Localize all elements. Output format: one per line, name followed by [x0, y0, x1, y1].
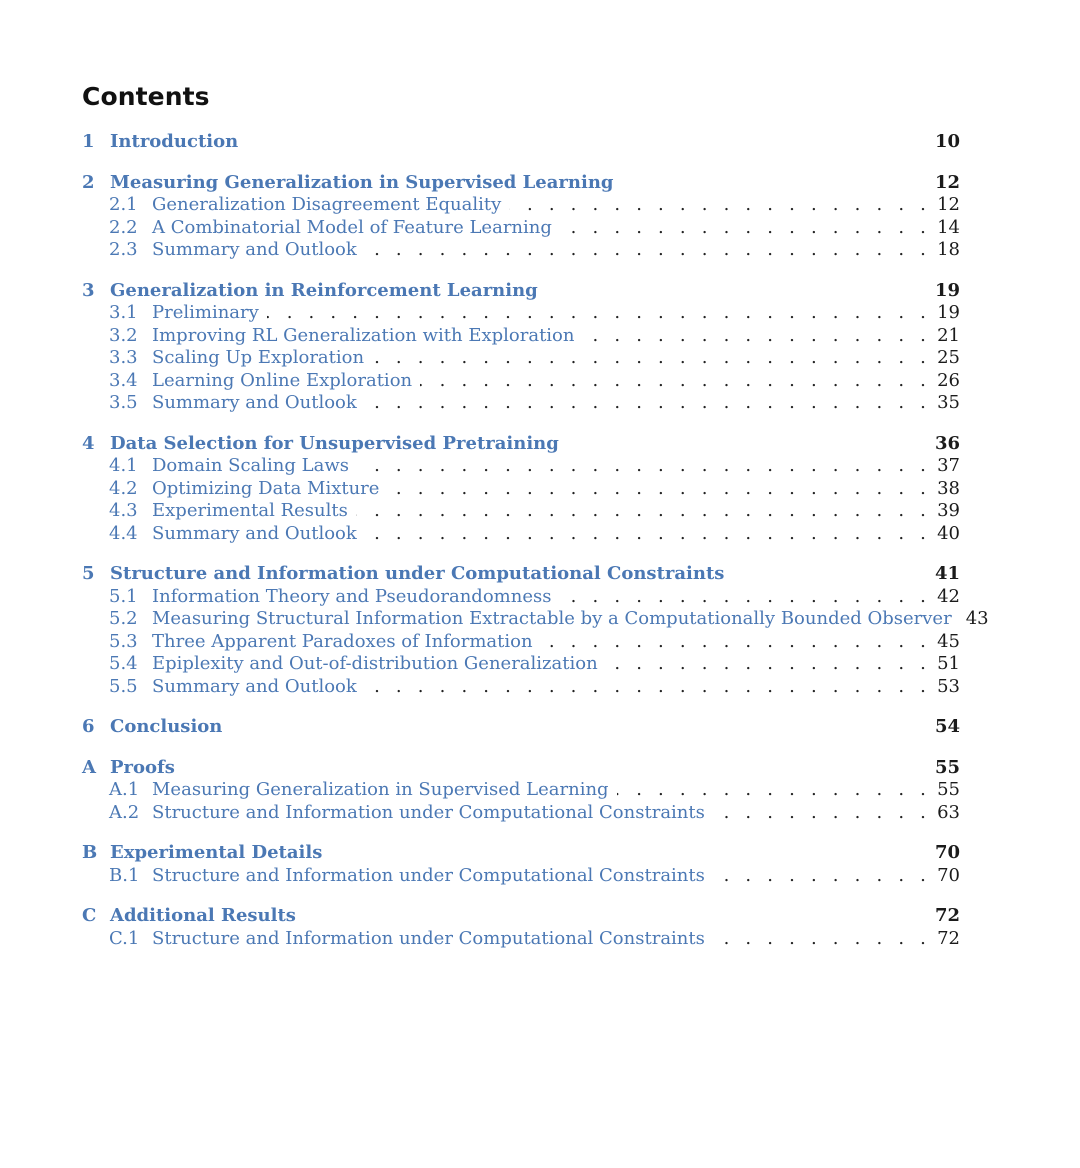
section-number: 5.1	[109, 585, 138, 607]
section-page-number: 38	[937, 477, 960, 499]
section-number: 3.3	[109, 347, 138, 368]
section-title: Structure and Information under Computational Constraints	[152, 864, 705, 886]
section-number: 3.1	[109, 302, 138, 323]
section-number: A.2	[109, 801, 140, 823]
dot-leader	[617, 779, 932, 802]
section-list	[82, 779, 960, 824]
toc-chapter	[82, 433, 960, 546]
toc-section-entry[interactable]	[82, 194, 960, 217]
section-title: Structure and Information under Computational Constraints	[152, 801, 705, 823]
section-page-number: 19	[937, 302, 960, 323]
toc-section-entry[interactable]	[82, 928, 960, 951]
section-page-number: 21	[937, 324, 960, 346]
section-number: 2.2	[109, 216, 138, 238]
section-number: 5.4	[109, 653, 138, 674]
toc-chapter-entry[interactable]	[82, 172, 960, 195]
toc-chapter-entry[interactable]	[82, 757, 960, 780]
dot-leader	[365, 392, 931, 415]
chapter-title: Proofs	[110, 756, 175, 778]
section-title: Summary and Outlook	[152, 392, 357, 413]
toc-chapter-entry[interactable]	[82, 433, 960, 456]
section-title: Scaling Up Exploration	[152, 347, 365, 368]
section-title: Summary and Outlook	[152, 239, 357, 260]
toc-chapter	[82, 172, 960, 262]
chapter-page-number: 54	[934, 716, 960, 737]
dot-leader	[267, 302, 931, 325]
section-number: 4.1	[109, 455, 138, 476]
toc-chapter	[82, 280, 960, 415]
chapter-number: 4	[82, 432, 95, 454]
toc-chapter-entry[interactable]	[82, 563, 960, 586]
dot-leader	[356, 500, 931, 523]
toc-chapter	[82, 905, 960, 950]
section-page-number: 51	[937, 653, 960, 674]
section-page-number: 42	[937, 585, 960, 607]
dot-leader	[365, 676, 931, 699]
section-page-number: 35	[937, 392, 960, 413]
section-title: Information Theory and Pseudorandomness	[152, 585, 552, 607]
section-title: Improving RL Generalization with Exploration	[152, 324, 575, 346]
dot-leader	[509, 194, 931, 217]
section-page-number: 43	[965, 608, 989, 629]
section-page-number: 39	[937, 500, 960, 521]
section-list	[82, 302, 960, 415]
chapter-page-number: 10	[934, 131, 960, 152]
chapter-title: Structure and Information under Computational Constraints	[110, 563, 725, 584]
toc-chapter	[82, 757, 960, 825]
section-list	[82, 865, 960, 888]
toc-chapter-entry[interactable]	[82, 280, 960, 303]
section-page-number: 25	[937, 347, 960, 368]
chapter-number: 1	[82, 131, 95, 152]
section-page-number: 45	[937, 630, 960, 652]
dot-leader	[420, 370, 931, 393]
chapter-number: B	[82, 842, 98, 863]
chapter-page-number: 19	[934, 279, 960, 301]
toc-chapter	[82, 716, 960, 739]
section-list	[82, 585, 989, 699]
toc-chapter-entry[interactable]	[82, 716, 960, 739]
dot-leader	[559, 586, 931, 609]
toc-section-entry[interactable]	[82, 500, 960, 523]
dot-leader	[365, 239, 931, 262]
toc-chapter	[82, 131, 960, 154]
toc-section-entry[interactable]	[82, 523, 960, 546]
toc-section-entry[interactable]	[82, 608, 989, 631]
toc-section-entry[interactable]	[82, 865, 960, 888]
chapter-page-number: 41	[934, 563, 960, 584]
toc-section-entry[interactable]	[82, 478, 960, 501]
section-title: Experimental Results	[152, 500, 348, 521]
toc-section-entry[interactable]	[82, 653, 960, 676]
toc-section-entry[interactable]	[82, 392, 960, 415]
section-page-number: 12	[937, 194, 960, 215]
dot-leader	[541, 631, 932, 654]
section-number: 5.5	[109, 675, 138, 697]
chapter-title: Experimental Details	[110, 842, 323, 863]
toc-chapter	[82, 842, 960, 887]
section-page-number: 40	[937, 522, 960, 544]
toc-section-entry[interactable]	[82, 802, 960, 825]
section-page-number: 37	[937, 455, 960, 476]
section-title: Optimizing Data Mixture	[152, 477, 380, 499]
toc-chapter	[82, 563, 989, 698]
section-number: 4.3	[109, 500, 138, 521]
dot-leader	[583, 325, 932, 348]
section-page-number: 63	[937, 801, 960, 823]
section-title: Three Apparent Paradoxes of Information	[152, 630, 533, 652]
section-title: Preliminary	[152, 302, 259, 323]
chapter-number: 5	[82, 563, 95, 584]
chapter-page-number: 55	[934, 756, 960, 778]
chapter-number: 3	[82, 279, 95, 301]
section-page-number: 18	[937, 239, 960, 260]
chapter-page-number: 72	[934, 905, 960, 926]
section-page-number: 70	[937, 864, 960, 886]
section-title: Measuring Structural Information Extractable by a Computationally Bounded Observer	[152, 608, 952, 629]
section-number: 3.5	[109, 392, 138, 413]
dot-leader	[357, 455, 931, 478]
dot-leader	[372, 347, 931, 370]
section-page-number: 53	[937, 675, 960, 697]
section-list	[82, 928, 960, 951]
toc-section-entry[interactable]	[82, 455, 960, 478]
toc-section-entry[interactable]	[82, 779, 960, 802]
chapter-title: Generalization in Reinforcement Learning	[110, 279, 538, 301]
dot-leader	[387, 478, 931, 501]
section-number: 2.3	[109, 239, 138, 260]
section-title: Summary and Outlook	[152, 522, 357, 544]
toc-chapter-entry[interactable]	[82, 842, 960, 865]
section-title: Measuring Generalization in Supervised Learning	[152, 779, 609, 800]
section-title: A Combinatorial Model of Feature Learning	[152, 216, 552, 238]
section-page-number: 26	[937, 369, 960, 391]
toc-list	[82, 131, 989, 950]
section-list	[82, 455, 960, 545]
toc-section-entry[interactable]	[82, 631, 960, 654]
section-title: Summary and Outlook	[152, 675, 357, 697]
chapter-page-number: 12	[934, 171, 960, 193]
section-number: 3.2	[109, 324, 138, 346]
chapter-title: Data Selection for Unsupervised Pretraining	[110, 432, 559, 454]
table-of-contents	[82, 82, 989, 950]
toc-section-entry[interactable]	[82, 239, 960, 262]
chapter-number: A	[82, 756, 96, 778]
dot-leader	[713, 928, 931, 951]
section-number: 2.1	[109, 194, 138, 215]
toc-chapter-entry[interactable]	[82, 131, 960, 154]
toc-section-entry[interactable]	[82, 676, 960, 699]
section-page-number: 72	[937, 927, 960, 949]
section-number: A.1	[109, 779, 140, 800]
section-title: Domain Scaling Laws	[152, 455, 349, 476]
section-list	[82, 194, 960, 262]
toc-chapter-entry[interactable]	[82, 905, 960, 928]
section-title: Generalization Disagreement Equality	[152, 194, 502, 215]
section-number: C.1	[109, 927, 140, 949]
chapter-title: Measuring Generalization in Supervised Learning	[110, 171, 614, 193]
section-title: Structure and Information under Computational Constraints	[152, 927, 705, 949]
dot-leader	[365, 523, 931, 546]
section-number: 3.4	[109, 369, 138, 391]
chapter-page-number: 70	[934, 842, 960, 863]
dot-leader	[560, 217, 931, 240]
dot-leader	[606, 653, 931, 676]
section-title: Learning Online Exploration	[152, 369, 413, 391]
toc-section-entry[interactable]	[82, 302, 960, 325]
chapter-title: Additional Results	[110, 905, 296, 926]
section-page-number: 14	[937, 216, 960, 238]
toc-section-entry[interactable]	[82, 325, 960, 348]
section-number: 5.2	[109, 608, 138, 629]
toc-section-entry[interactable]	[82, 347, 960, 370]
section-page-number: 55	[937, 779, 960, 800]
toc-section-entry[interactable]	[82, 586, 960, 609]
chapter-number: 6	[82, 716, 95, 737]
dot-leader	[713, 865, 931, 888]
section-number: 4.4	[109, 522, 138, 544]
chapter-number: C	[82, 905, 97, 926]
dot-leader	[713, 802, 931, 825]
toc-section-entry[interactable]	[82, 370, 960, 393]
chapter-number: 2	[82, 171, 95, 193]
chapter-title: Conclusion	[110, 716, 223, 737]
section-number: B.1	[109, 864, 140, 886]
chapter-title: Introduction	[110, 131, 239, 152]
section-number: 5.3	[109, 630, 138, 652]
section-title: Epiplexity and Out-of-distribution Generalization	[152, 653, 598, 674]
toc-heading: Contents	[82, 82, 210, 111]
chapter-page-number: 36	[934, 432, 960, 454]
section-number: 4.2	[109, 477, 138, 499]
toc-section-entry[interactable]	[82, 217, 960, 240]
